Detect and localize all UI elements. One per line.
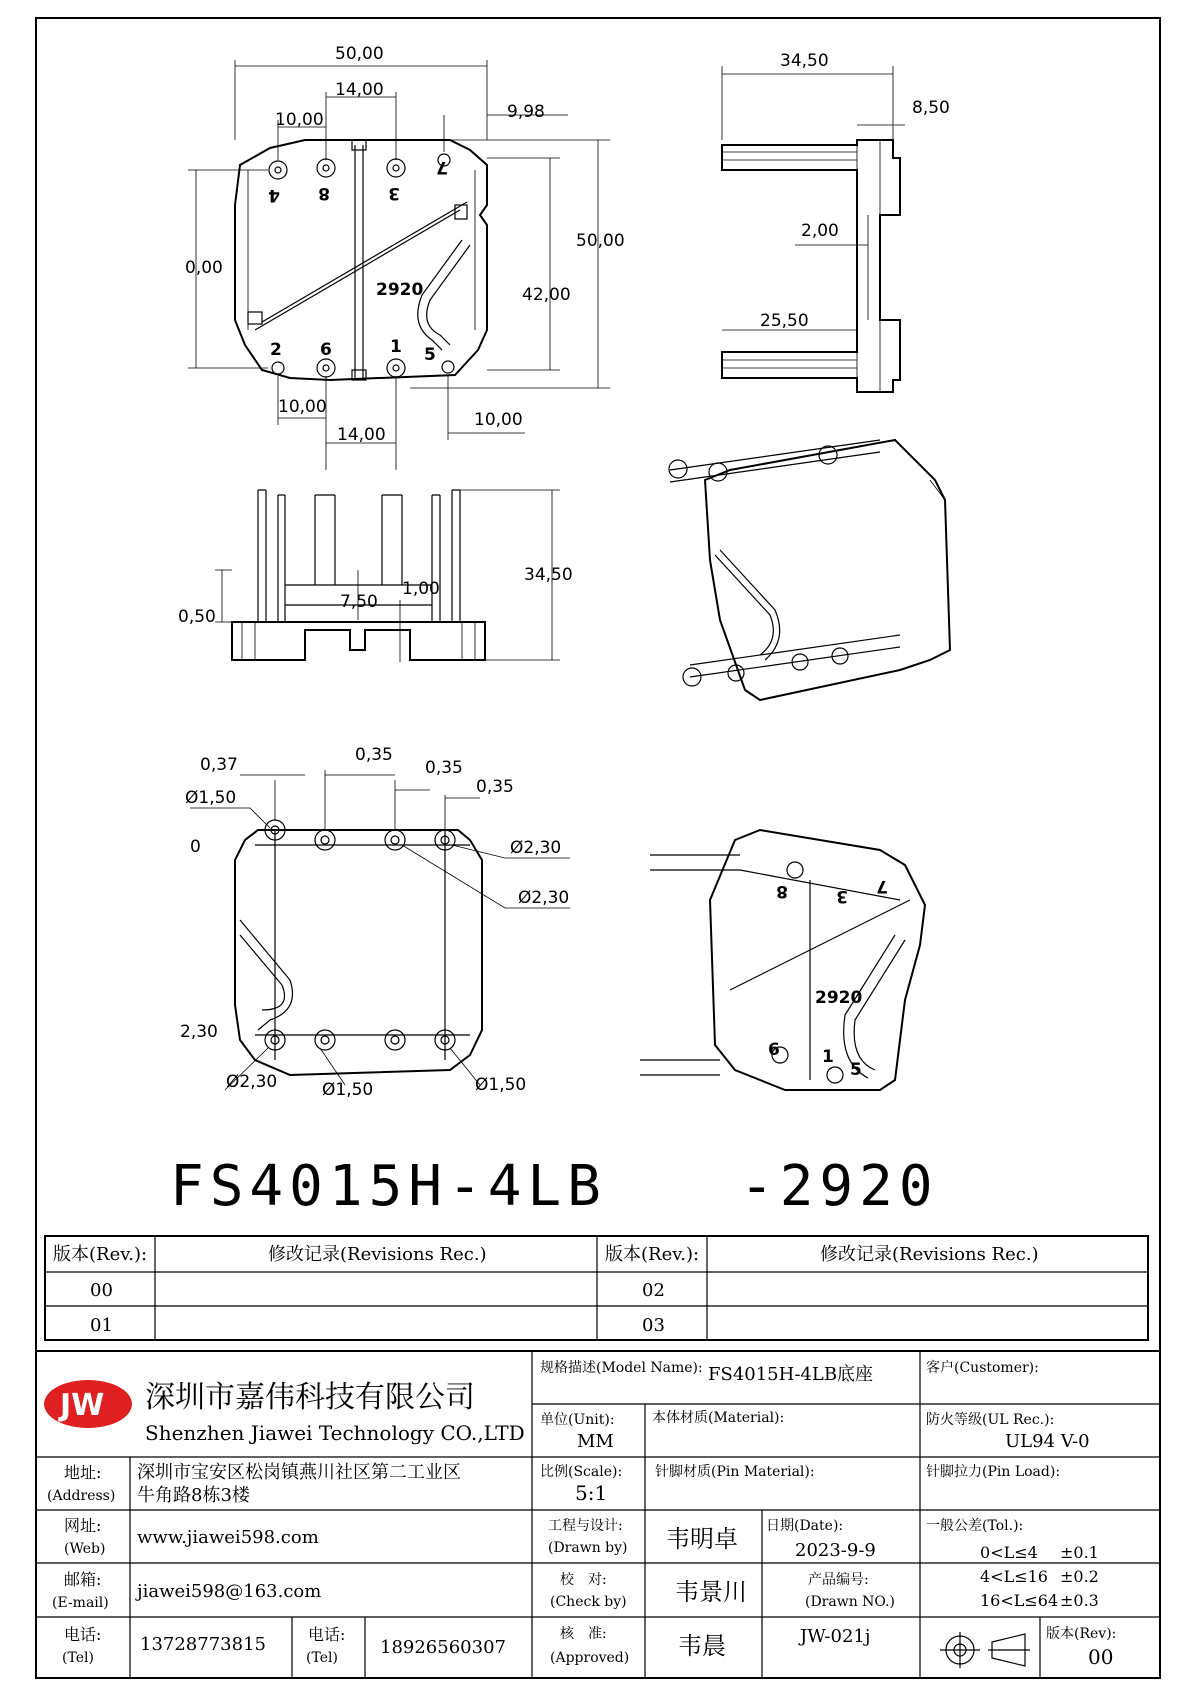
web-value: www.jiawei598.com	[137, 1527, 319, 1548]
bottom-view	[180, 745, 570, 1100]
tel-label-en: (Tel)	[62, 1650, 94, 1666]
tol-range-2: 4<L≤16	[980, 1567, 1048, 1586]
date-label: 日期(Date):	[766, 1518, 844, 1534]
ul-label: 防火等级(UL Rec.):	[926, 1412, 1055, 1428]
address-label: 地址:	[64, 1463, 102, 1482]
customer-label: 客户(Customer):	[926, 1360, 1039, 1376]
address-label-en: (Address)	[47, 1488, 116, 1504]
iso-pin-label-3: 3	[836, 886, 848, 906]
dim-right-offset-bottom: 10,00	[474, 410, 523, 430]
dim-bottom-d1: 0,37	[200, 755, 238, 775]
address-line1: 深圳市宝安区松岗镇燕川社区第二工业区	[137, 1462, 461, 1483]
pin-label-8: 8	[318, 183, 330, 203]
iso-view-bottom	[640, 830, 925, 1090]
dim-bottom-hole-c: Ø2,30	[226, 1072, 278, 1092]
mail-label: 邮箱:	[64, 1570, 102, 1589]
bottom-hole-3	[385, 830, 405, 850]
pin-label-6: 6	[320, 340, 332, 360]
pin-material-label: 针脚材质(Pin Material):	[655, 1464, 815, 1480]
check-label-en: (Check by)	[550, 1594, 627, 1610]
rec-header-right: 修改记录(Revisions Rec.)	[820, 1244, 1039, 1265]
rev-row-03: 03	[642, 1315, 665, 1336]
tel1-value: 13728773815	[140, 1634, 266, 1655]
web-label: 网址:	[64, 1516, 102, 1535]
part-number: FS4015H-4LB	[170, 1154, 607, 1219]
dim-inner-depth: 25,50	[760, 311, 809, 331]
bottom-hole-7	[385, 1030, 405, 1050]
unit-label: 单位(Unit):	[540, 1412, 615, 1428]
check-value: 韦景川	[675, 1578, 747, 1606]
title-block	[36, 1351, 1160, 1678]
dim-bottom-zero: 0	[190, 837, 201, 857]
body-marking-top: 2920	[376, 280, 424, 300]
check-label: 校 对:	[560, 1572, 607, 1588]
drawing-no-value: JW-021j	[800, 1626, 871, 1647]
pin-label-3: 3	[388, 183, 400, 203]
dim-bottom-hole-b: Ø2,30	[518, 888, 570, 908]
dim-overall-height: 50,00	[576, 231, 625, 251]
drawing-no-label-en: (Drawn NO.)	[805, 1594, 895, 1610]
pin-hole-3	[387, 159, 405, 177]
rec-header-left: 修改记录(Revisions Rec.)	[268, 1244, 487, 1265]
model-label: 规格描述(Model Name):	[540, 1360, 703, 1376]
drawn-value: 韦明卓	[666, 1525, 738, 1553]
dim-pin-pitch-bottom: 14,00	[337, 425, 386, 445]
web-label-en: (Web)	[64, 1541, 106, 1557]
tel2-label-en: (Tel)	[306, 1650, 338, 1666]
dim-front-height: 34,50	[524, 565, 573, 585]
company-name-cn: 深圳市嘉伟科技有限公司	[145, 1380, 475, 1415]
scale-value: 5:1	[575, 1481, 608, 1505]
front-view	[178, 490, 573, 662]
iso-pin-label-7: 7	[876, 876, 888, 896]
tol-value-3: ±0.3	[1060, 1591, 1099, 1610]
projection-symbol-icon	[940, 1632, 1030, 1668]
dim-overall-width: 50,00	[335, 44, 384, 64]
dim-wall: 2,00	[801, 221, 839, 241]
drawn-label-en: (Drawn by)	[548, 1540, 628, 1556]
drawn-label: 工程与设计:	[548, 1518, 623, 1534]
dim-tab: 1,00	[402, 579, 440, 599]
iso-pin-label-6: 6	[768, 1040, 780, 1060]
dim-base-step: 0,50	[178, 607, 216, 627]
revision-table	[45, 1236, 1148, 1340]
material-label: 本体材质(Material):	[652, 1410, 785, 1426]
dim-slot: 7,50	[340, 592, 378, 612]
tel-label: 电话:	[64, 1625, 102, 1644]
model-value: FS4015H-4LB底座	[708, 1364, 874, 1385]
pin-hole-5	[442, 361, 454, 373]
pin-hole-4	[269, 161, 287, 179]
tol-range-3: 16<L≤64	[980, 1591, 1059, 1610]
dim-bottom-hole-a: Ø2,30	[510, 838, 562, 858]
iso-pin-label-8: 8	[776, 881, 788, 901]
dim-total-depth: 34,50	[780, 51, 829, 71]
pin-label-7: 7	[436, 157, 448, 177]
drawing-no-label: 产品编号:	[808, 1572, 869, 1588]
approved-label-en: (Approved)	[550, 1650, 630, 1666]
bottom-hole-2	[315, 830, 335, 850]
logo-text: JW	[60, 1388, 105, 1423]
dim-right-offset: 9,98	[507, 102, 545, 122]
pin-label-4: 4	[268, 185, 280, 205]
approved-label: 核 准:	[560, 1626, 607, 1642]
address-line2: 牛角路8栋3楼	[137, 1485, 250, 1506]
dim-pin-pitch-top: 14,00	[335, 80, 384, 100]
dim-bottom-hole-small: Ø1,50	[185, 788, 237, 808]
tol-value-2: ±0.2	[1060, 1567, 1099, 1586]
tol-label: 一般公差(Tol.):	[926, 1518, 1024, 1534]
mail-label-en: (E-mail)	[52, 1595, 109, 1611]
rev-header-right: 版本(Rev.):	[605, 1244, 700, 1265]
dim-bottom-left-height: 2,30	[180, 1022, 218, 1042]
iso-pin-label-5: 5	[850, 1060, 862, 1080]
pin-label-1: 1	[390, 337, 402, 357]
dim-origin: 0,00	[185, 258, 223, 278]
dim-pin-offset-bottom: 10,00	[278, 397, 327, 417]
top-view	[185, 44, 625, 470]
dim-flange: 8,50	[912, 98, 950, 118]
rev-row-00: 00	[90, 1280, 113, 1301]
rev-row-01: 01	[90, 1315, 113, 1336]
iso-pin-label-1: 1	[822, 1047, 834, 1067]
body-marking-iso: 2920	[815, 988, 863, 1008]
scale-label: 比例(Scale):	[540, 1464, 623, 1480]
rev-header-left: 版本(Rev.):	[53, 1244, 148, 1265]
pin-load-label: 针脚拉力(Pin Load):	[926, 1464, 1061, 1480]
mail-value: jiawei598@163.com	[137, 1581, 322, 1602]
dim-bottom-d4: 0,35	[476, 777, 514, 797]
pin-hole-8	[317, 159, 335, 177]
dim-bottom-d3: 0,35	[425, 758, 463, 778]
dim-bottom-hole-d: Ø1,50	[322, 1080, 374, 1100]
dim-bottom-hole-e: Ø1,50	[475, 1075, 527, 1095]
dim-pin-offset-top: 10,00	[275, 110, 324, 130]
pin-label-2: 2	[270, 340, 282, 360]
tol-value-1: ±0.1	[1060, 1543, 1099, 1562]
dim-bottom-d2: 0,35	[355, 745, 393, 765]
pin-hole-2	[272, 362, 284, 374]
date-value: 2023-9-9	[795, 1540, 876, 1561]
pin-hole-1	[387, 359, 405, 377]
tel2-label: 电话:	[308, 1625, 346, 1644]
approved-value: 韦晨	[678, 1632, 726, 1660]
pin-hole-6	[317, 359, 335, 377]
company-name-en: Shenzhen Jiawei Technology CO.,LTD	[145, 1421, 525, 1445]
pin-label-5: 5	[424, 345, 436, 365]
dim-inner-height: 42,00	[522, 285, 571, 305]
rev-value: 00	[1088, 1645, 1114, 1669]
rev-row-02: 02	[642, 1280, 665, 1301]
part-suffix: -2920	[740, 1154, 939, 1219]
iso-view-top	[669, 440, 950, 700]
bottom-hole-6	[315, 1030, 335, 1050]
rev-label: 版本(Rev):	[1046, 1626, 1117, 1642]
ul-value: UL94 V-0	[1005, 1431, 1090, 1452]
unit-value: MM	[577, 1431, 614, 1452]
tol-range-1: 0<L≤4	[980, 1543, 1038, 1562]
tel2-value: 18926560307	[380, 1637, 506, 1658]
side-view	[722, 51, 950, 392]
